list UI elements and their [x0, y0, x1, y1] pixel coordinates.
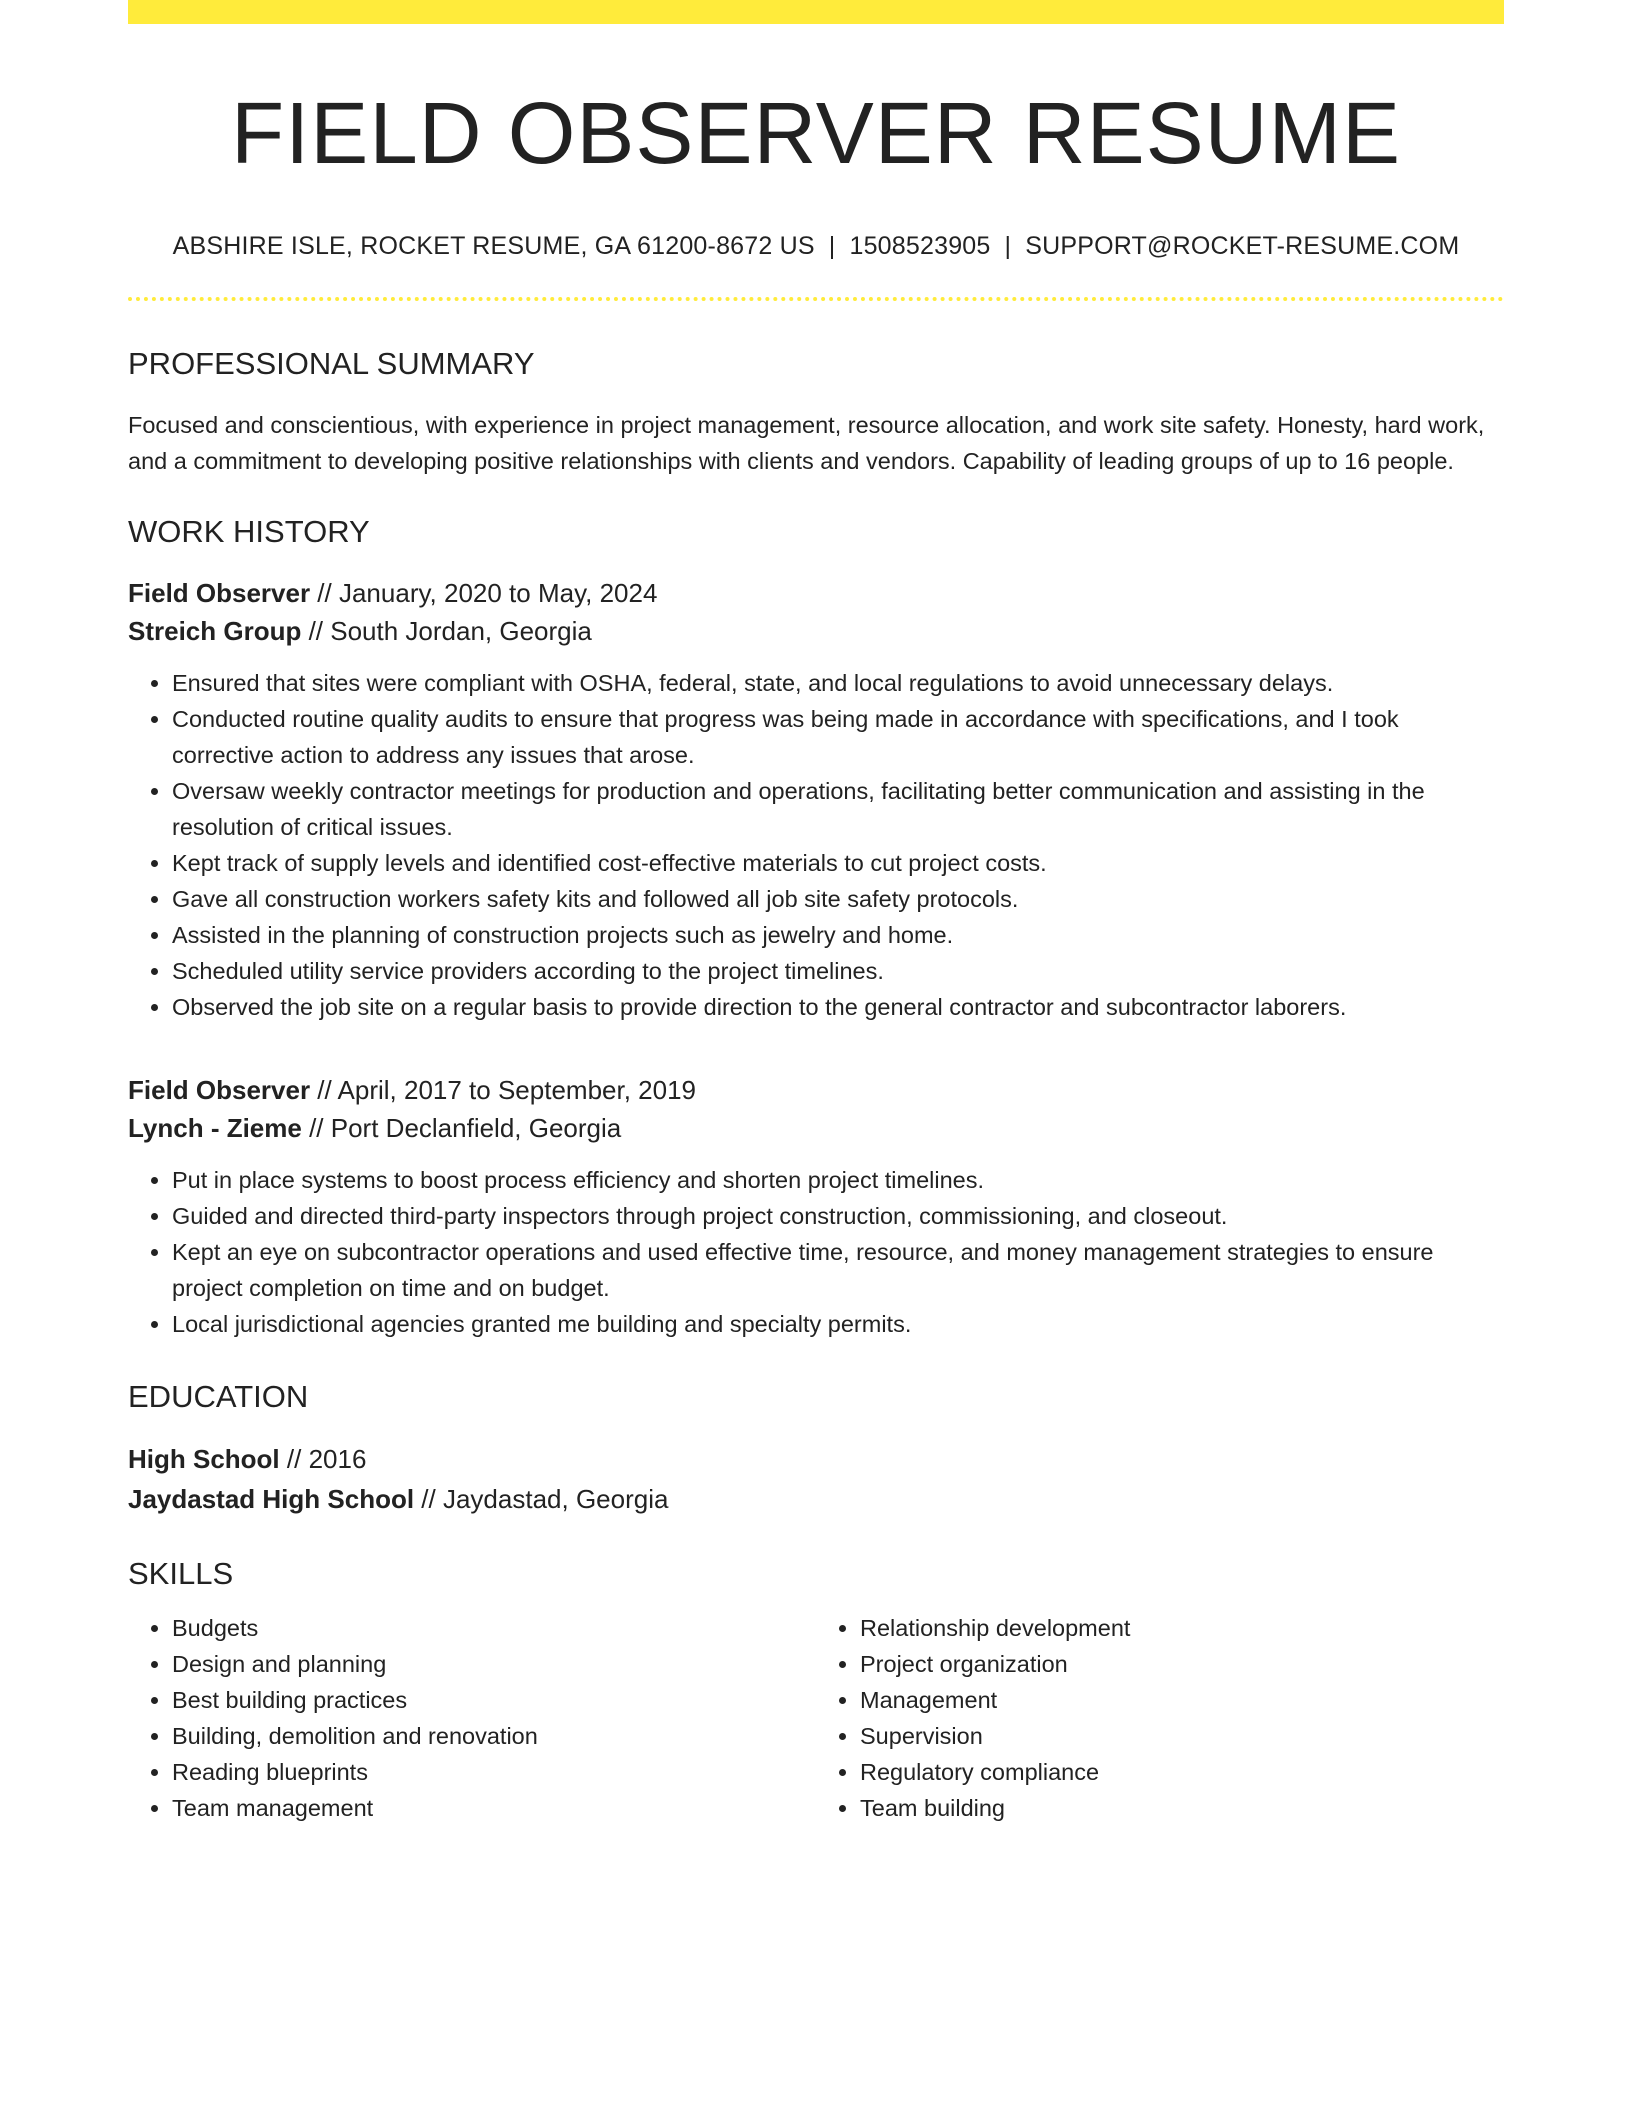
job-role-line — [128, 574, 1504, 612]
list-item: • Kept an eye on subcontractor operations and used effective time, resource, and money management strategies to ensure project completion on time and on budget. — [172, 1234, 1504, 1306]
list-item: • Team building — [860, 1790, 1504, 1826]
section-title-work: WORK HISTORY — [128, 513, 370, 549]
education-school-line — [128, 1479, 1504, 1519]
header-divider — [128, 297, 1504, 301]
job-company: Lynch - Zieme — [128, 1112, 302, 1143]
list-item: • Team management — [172, 1790, 816, 1826]
contact-email: SUPPORT@ROCKET-RESUME.COM — [1025, 232, 1460, 261]
list-item: • Regulatory compliance — [860, 1754, 1504, 1790]
job-company-line — [128, 612, 1504, 650]
list-item: • Kept track of supply levels and identified cost-effective materials to cut project costs. — [172, 845, 1504, 881]
top-accent-bar — [128, 0, 1504, 24]
skills-grid — [128, 1610, 1504, 1826]
job-bullets — [128, 1162, 1504, 1342]
contact-line — [128, 230, 1504, 263]
list-item: • Put in place systems to boost process efficiency and shorten project timelines. — [172, 1162, 1504, 1198]
list-item: • Guided and directed third-party inspectors through project construction, commissioning, and closeout. — [172, 1198, 1504, 1234]
list-item: • Reading blueprints — [172, 1754, 816, 1790]
contact-phone: 1508523905 — [849, 232, 991, 261]
education-entry — [128, 1439, 1504, 1519]
job-dates: // April, 2017 to September, 2019 — [310, 1074, 697, 1105]
education-location: // Jaydastad, Georgia — [414, 1484, 669, 1515]
list-item: • Management — [860, 1682, 1504, 1718]
contact-separator: | — [828, 232, 836, 261]
list-item: • Conducted routine quality audits to ensure that progress was being made in accordance with specifications, and I took corrective action to address any issues that arose. — [172, 701, 1504, 773]
job-location: // South Jordan, Georgia — [301, 615, 592, 646]
list-item: • Local jurisdictional agencies granted me building and specialty permits. — [172, 1306, 1504, 1342]
education-school: Jaydastad High School — [128, 1484, 415, 1515]
list-item: • Oversaw weekly contractor meetings for production and operations, facilitating better communication and assisting in the resolution of critical issues. — [172, 773, 1504, 845]
list-item: • Project organization — [860, 1646, 1504, 1682]
job-role: Field Observer — [128, 1074, 311, 1105]
education-section — [128, 1378, 1504, 1519]
list-item: • Assisted in the planning of construction projects such as jewelry and home. — [172, 917, 1504, 953]
resume-title: FIELD OBSERVER RESUME — [230, 85, 1401, 182]
summary-text: Focused and conscientious, with experience in project management, resource allocation, and work site safety. Honesty, hard work, and a commitment to developing positive relationships with clients and vendors. Capability of leading groups of up to 16 people. — [128, 411, 1485, 474]
list-item: • Observed the job site on a regular basis to provide direction to the general contractor and subcontractor laborers. — [172, 989, 1504, 1025]
job-bullets — [128, 665, 1504, 1025]
contact-address: ABSHIRE ISLE, ROCKET RESUME, GA 61200-8672 US — [172, 232, 815, 261]
job-entry — [128, 574, 1504, 1025]
section-title-summary: PROFESSIONAL SUMMARY — [128, 345, 535, 381]
job-location: // Port Declanfield, Georgia — [301, 1112, 622, 1143]
job-entry — [128, 1071, 1504, 1342]
list-item: • Best building practices — [172, 1682, 816, 1718]
skills-section — [128, 1555, 1504, 1826]
job-role: Field Observer — [128, 577, 311, 608]
skills-list-right — [816, 1610, 1504, 1826]
section-title-skills: SKILLS — [128, 1556, 234, 1592]
list-item: • Building, demolition and renovation — [172, 1718, 816, 1754]
education-degree-line — [128, 1439, 1504, 1479]
resume-page — [128, 0, 1504, 1826]
list-item: • Supervision — [860, 1718, 1504, 1754]
list-item: • Design and planning — [172, 1646, 816, 1682]
skills-list-left — [128, 1610, 816, 1826]
list-item: • Relationship development — [860, 1610, 1504, 1646]
list-item: • Ensured that sites were compliant with OSHA, federal, state, and local regulations to avoid unnecessary delays. — [172, 665, 1504, 701]
section-title-education: EDUCATION — [128, 1378, 309, 1414]
education-degree: High School — [128, 1444, 280, 1475]
list-item: • Budgets — [172, 1610, 816, 1646]
job-dates: // January, 2020 to May, 2024 — [310, 577, 658, 608]
contact-separator: | — [1004, 232, 1012, 261]
job-company: Streich Group — [128, 615, 302, 646]
list-item: • Scheduled utility service providers according to the project timelines. — [172, 953, 1504, 989]
professional-summary-section — [128, 345, 1504, 479]
job-role-line — [128, 1071, 1504, 1109]
job-company-line — [128, 1109, 1504, 1147]
work-history-section — [128, 513, 1504, 1342]
list-item: • Gave all construction workers safety kits and followed all job site safety protocols. — [172, 881, 1504, 917]
education-year: // 2016 — [279, 1444, 367, 1475]
